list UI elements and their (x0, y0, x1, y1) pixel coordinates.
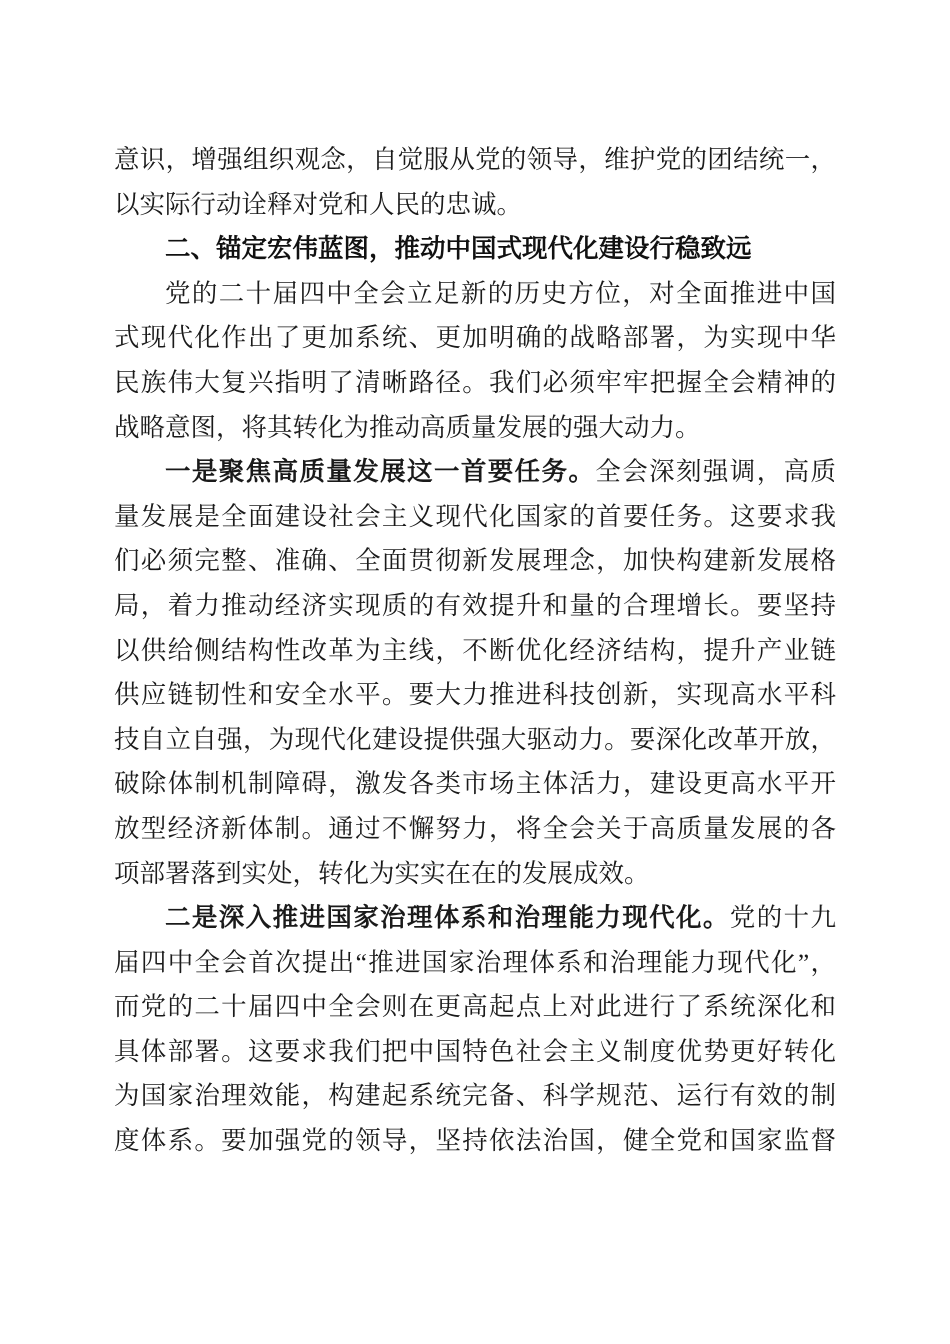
body-text-line (114, 495, 836, 540)
body-text-line (114, 896, 836, 941)
body-text-line (114, 629, 836, 674)
bold-lead-in: 二是深入推进国家治理体系和治理能力现代化。 (165, 903, 730, 933)
body-text-line (114, 272, 836, 317)
body-text-line (114, 539, 836, 584)
body-text: 具体部署。这要求我们把中国特色社会主义制度优势更好转化 (114, 1036, 836, 1066)
section-heading (114, 227, 836, 272)
body-text: 全会深刻强调，高质 (595, 457, 836, 487)
body-text-line (114, 361, 836, 406)
body-text-line (114, 852, 836, 897)
body-text: 党的十九 (729, 903, 836, 933)
document-body (114, 138, 836, 1164)
body-text-line (114, 762, 836, 807)
body-text: 们必须完整、准确、全面贯彻新发展理念，加快构建新发展格 (114, 546, 836, 576)
body-text: 式现代化作出了更加系统、更加明确的战略部署，为实现中华 (114, 323, 836, 353)
body-text: 意识，增强组织观念，自觉服从党的领导，维护党的团结统一， (114, 145, 836, 174)
body-text-line (114, 1030, 836, 1075)
body-text: 供应链韧性和安全水平。要大力推进科技创新，实现高水平科 (114, 680, 836, 710)
body-text-line (114, 941, 836, 986)
body-text: 为国家治理效能，构建起系统完备、科学规范、运行有效的制 (114, 1081, 836, 1111)
body-text: 以供给侧结构性改革为主线，不断优化经济结构，提升产业链 (114, 635, 836, 665)
body-text: 破除体制机制障碍，激发各类市场主体活力，建设更高水平开 (114, 769, 836, 799)
bold-lead-in: 一是聚焦高质量发展这一首要任务。 (165, 457, 596, 487)
body-text-line (114, 718, 836, 763)
body-text-line (114, 584, 836, 629)
body-text-line (114, 673, 836, 718)
body-text-line (114, 450, 836, 495)
body-text-line (114, 183, 836, 228)
body-text: 党的二十届四中全会立足新的历史方位，对全面推进中国 (165, 278, 836, 308)
heading-text: 二、锚定宏伟蓝图，推动中国式现代化建设行稳致远 (165, 235, 752, 264)
body-text: 届四中全会首次提出“推进国家治理体系和治理能力现代化”， (114, 947, 836, 977)
body-text: 量发展是全面建设社会主义现代化国家的首要任务。这要求我 (114, 501, 836, 531)
body-text-line (114, 406, 836, 451)
body-text-line (114, 807, 836, 852)
body-text-line (114, 1119, 836, 1164)
body-text: 而党的二十届四中全会则在更高起点上对此进行了系统深化和 (114, 992, 836, 1022)
body-text: 战略意图，将其转化为推动高质量发展的强大动力。 (114, 412, 701, 442)
body-text: 度体系。要加强党的领导，坚持依法治国，健全党和国家监督 (114, 1126, 836, 1156)
body-text-line (114, 138, 836, 183)
body-text: 放型经济新体制。通过不懈努力，将全会关于高质量发展的各 (114, 813, 836, 843)
body-text: 项部署落到实处，转化为实实在在的发展成效。 (114, 858, 650, 888)
body-text-line (114, 985, 836, 1030)
body-text: 技自立自强，为现代化建设提供强大驱动力。要深化改革开放， (114, 724, 836, 754)
body-text: 民族伟大复兴指明了清晰路径。我们必须牢牢把握全会精神的 (114, 367, 836, 397)
body-text: 局，着力推动经济实现质的有效提升和量的合理增长。要坚持 (114, 590, 836, 620)
body-text: 以实际行动诠释对党和人民的忠诚。 (114, 189, 523, 219)
body-text-line (114, 316, 836, 361)
body-text-line (114, 1074, 836, 1119)
